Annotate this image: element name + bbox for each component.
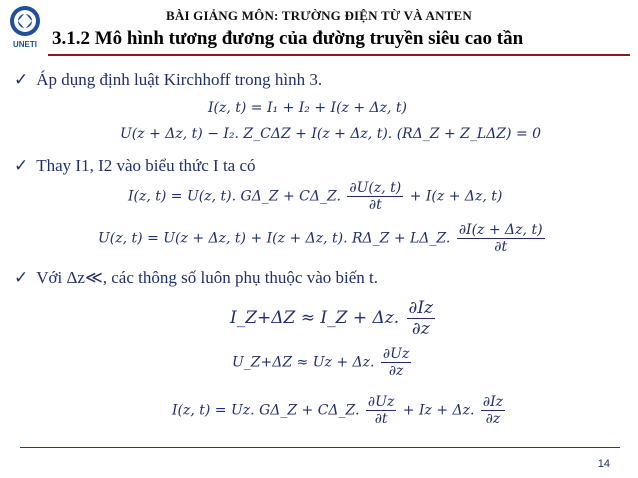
equation-7 [172, 394, 507, 427]
equation-5 [230, 298, 437, 339]
equation-2: U(z + Δz, t) − I₂. Z_CΔZ + I(z + Δz, t). (RΔ_Z + Z_LΔZ) = 0 [120, 126, 542, 142]
course-header: BÀI GIẢNG MÔN: TRƯỜNG ĐIỆN TỪ VÀ ANTEN [165, 8, 473, 23]
fraction [366, 394, 396, 427]
equation-term: I(z, t) = Uz. GΔ_Z + CΔ_Z. [172, 402, 360, 419]
equation-term: I(z, t) = U(z, t). GΔ_Z + CΔ_Z. [128, 188, 341, 205]
numerator: ∂I(z + Δz, t) [458, 222, 543, 238]
bullet-text: Thay I1, I2 vào biểu thức I ta có [36, 156, 256, 175]
denominator: ∂z [485, 411, 501, 427]
equation-term: U_Z+ΔZ ≈ Uz + Δz. [232, 354, 375, 371]
denominator: ∂t [374, 411, 388, 427]
checkmark-icon: ✓ [14, 70, 29, 90]
denominator: ∂z [388, 363, 404, 379]
fraction [481, 394, 505, 427]
equation-3 [128, 180, 502, 213]
slide-title: 3.1.2 Mô hình tương đương của đường truyền siêu cao tần [52, 28, 524, 49]
page-number: 14 [597, 458, 610, 470]
bullet-item-2 [14, 156, 256, 176]
numerator: ∂Iz [482, 394, 504, 410]
numerator: ∂U(z, t) [349, 180, 402, 196]
numerator: ∂Iz [408, 298, 434, 318]
bullet-item-3 [14, 268, 378, 288]
svg-text:UNETI: UNETI [13, 40, 37, 49]
equation-6 [232, 346, 413, 379]
bullet-item-1 [14, 70, 322, 90]
fraction [381, 346, 411, 379]
equation-1: I(z, t) = I₁ + I₂ + I(z + Δz, t) [208, 100, 408, 116]
fraction [457, 222, 545, 255]
numerator: ∂Uz [367, 394, 395, 410]
fraction [407, 298, 435, 339]
bullet-text: Với Δz≪, các thông số luôn phụ thuộc vào biến t. [36, 268, 379, 287]
denominator: ∂z [411, 319, 430, 339]
equation-term: + Iz + Δz. [402, 402, 475, 419]
fraction [347, 180, 403, 213]
footer-divider [20, 447, 620, 448]
denominator: ∂t [368, 197, 382, 213]
title-divider [48, 54, 630, 56]
equation-term: U(z, t) = U(z + Δz, t) + I(z + Δz, t). RΔ_Z + LΔ_Z. [98, 230, 451, 247]
checkmark-icon: ✓ [14, 156, 29, 176]
numerator: ∂Uz [382, 346, 410, 362]
equation-term: + I(z + Δz, t) [409, 188, 503, 205]
denominator: ∂t [494, 239, 508, 255]
checkmark-icon: ✓ [14, 268, 29, 288]
bullet-text: Áp dụng định luật Kirchhoff trong hình 3. [36, 70, 323, 89]
equation-term: I_Z+ΔZ ≈ I_Z + Δz. [230, 308, 400, 328]
equation-4 [98, 222, 547, 255]
